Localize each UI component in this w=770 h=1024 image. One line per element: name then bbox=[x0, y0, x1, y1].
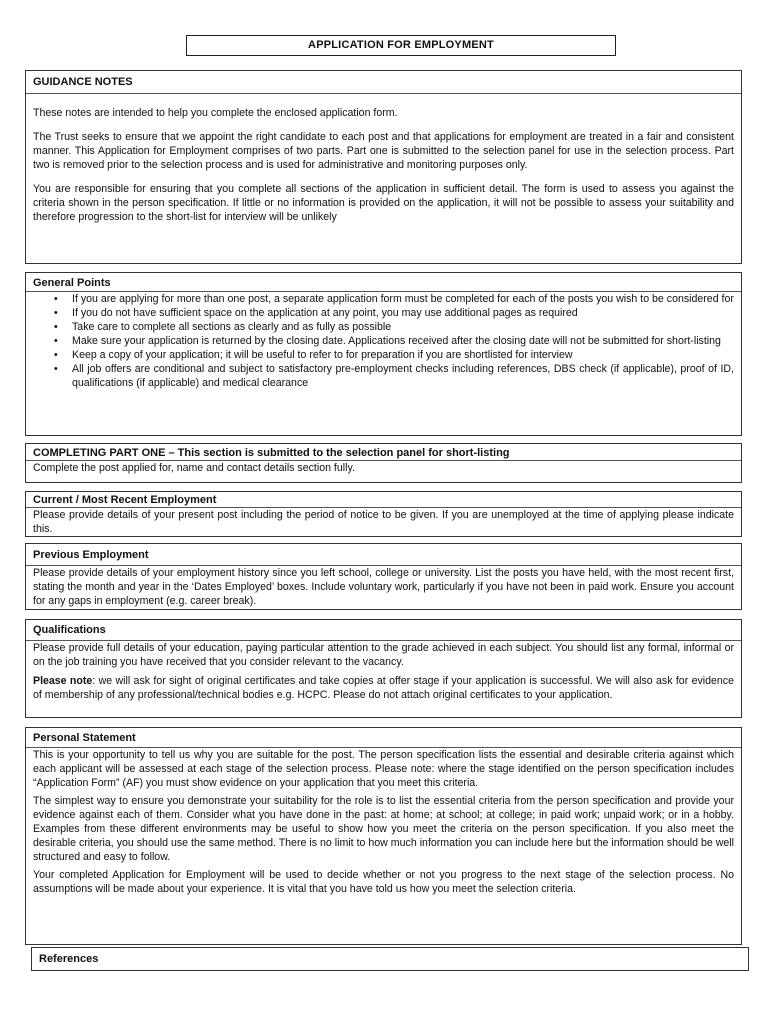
current-employment-section bbox=[25, 491, 742, 537]
list-item: • All job offers are conditional and subject to satisfactory pre-employment checks including references, DBS check (if applicable), proof of ID, qualifications (if applicable) and medical clearance bbox=[72, 362, 734, 390]
personal-statement-paragraph-1: This is your opportunity to tell us why you are suitable for the post. The person specification lists the essential and desirable criteria against which each applicant will be assessed at each stage of the selection process. Please note: where the stage identified on the person specification includes “Application Form” (AF) you must show evidence on your application that you meet this criteria. bbox=[33, 749, 734, 789]
part-one-heading: COMPLETING PART ONE – This section is submitted to the selection panel for short-listing bbox=[26, 444, 741, 461]
please-note-label: Please note bbox=[33, 675, 93, 687]
personal-statement-paragraph-3: Your completed Application for Employment will be used to decide whether or not you progress to the next stage of the selection process. No assumptions will be made about your experience. It is vital that you have told us how you meet the selection criteria. bbox=[33, 869, 734, 895]
guidance-paragraph-1: These notes are intended to help you complete the enclosed application form. bbox=[33, 107, 398, 119]
personal-statement-heading: Personal Statement bbox=[26, 728, 741, 748]
list-item: • If you are applying for more than one post, a separate application form must be completed for each of the posts you wish to be considered for bbox=[72, 292, 734, 306]
guidance-notes-section bbox=[25, 70, 742, 264]
qualifications-note bbox=[33, 674, 734, 702]
part-one-text: Complete the post applied for, name and contact details section fully. bbox=[33, 462, 355, 474]
general-points-heading: General Points bbox=[26, 273, 741, 292]
personal-statement-section bbox=[25, 727, 742, 945]
general-points-section bbox=[25, 272, 742, 436]
list-item: • If you do not have sufficient space on the application at any point, you may use additional pages as required bbox=[72, 306, 734, 320]
guidance-notes-heading: GUIDANCE NOTES bbox=[26, 71, 741, 94]
part-one-section bbox=[25, 443, 742, 483]
previous-employment-text: Please provide details of your employment history since you left school, college or university. List the posts you have held, with the most recent first, stating the month and year in the ‘Dates Employed’ boxes. Include voluntary work, particularly if you have not been in paid work. Ensure you account for any gaps in employment (e.g. career break). bbox=[33, 567, 734, 607]
guidance-paragraph-3: You are responsible for ensuring that you complete all sections of the application in sufficient detail. The form is used to assess you against the criteria shown in the person specification. If little or no information is provided on the application, it will not be possible to assess your suitability and therefore progression to the short-list for interview will be unlikely bbox=[33, 183, 734, 223]
list-item: • Take care to complete all sections as clearly and as fully as possible bbox=[72, 320, 734, 334]
qualifications-note-text: : we will ask for sight of original certificates and take copies at offer stage if your application is successful. We will also ask for evidence of membership of any professional/technical bodies e.g. HCPC. Please do not attach original certificates to your application. bbox=[33, 675, 734, 701]
qualifications-heading: Qualifications bbox=[26, 620, 741, 641]
current-employment-heading: Current / Most Recent Employment bbox=[26, 492, 741, 508]
page-title: APPLICATION FOR EMPLOYMENT bbox=[186, 35, 616, 56]
current-employment-text: Please provide details of your present post including the period of notice to be given. If you are unemployed at the time of applying please indicate this. bbox=[33, 509, 734, 535]
references-section bbox=[31, 947, 749, 971]
qualifications-section bbox=[25, 619, 742, 718]
personal-statement-paragraph-2: The simplest way to ensure you demonstrate your suitability for the role is to list the essential criteria from the person specification and provide your evidence against each of them. Consider what you have done in the past: at home; at school; at college; in paid work; unpaid work; or in a hobby. Examples from these different environments may be useful to show how you meet the criteria on the person specification. If you also meet the desirable criteria, you should use the same method. There is no limit to how much information you can include here but the information should be well structured and easy to follow. bbox=[33, 795, 734, 863]
general-points-list bbox=[26, 292, 741, 390]
previous-employment-heading: Previous Employment bbox=[26, 544, 741, 566]
list-item: • Make sure your application is returned by the closing date. Applications received after the closing date will not be submitted for short-listing bbox=[72, 334, 734, 348]
list-item: • Keep a copy of your application; it will be useful to refer to for preparation if you are shortlisted for interview bbox=[72, 348, 734, 362]
qualifications-paragraph: Please provide full details of your education, paying particular attention to the grade achieved in each subject. You should list any formal, informal or on the job training you have received that you consider relevant to the vacancy. bbox=[33, 642, 734, 668]
previous-employment-section bbox=[25, 543, 742, 610]
references-heading: References bbox=[39, 953, 99, 965]
guidance-paragraph-2: The Trust seeks to ensure that we appoint the right candidate to each post and that applications for employment are treated in a fair and consistent manner. This Application for Employment comprises of two parts. Part one is submitted to the selection panel for use in the selection process. Part two is removed prior to the selection process and is used for administrative and monitoring purposes only. bbox=[33, 131, 734, 171]
